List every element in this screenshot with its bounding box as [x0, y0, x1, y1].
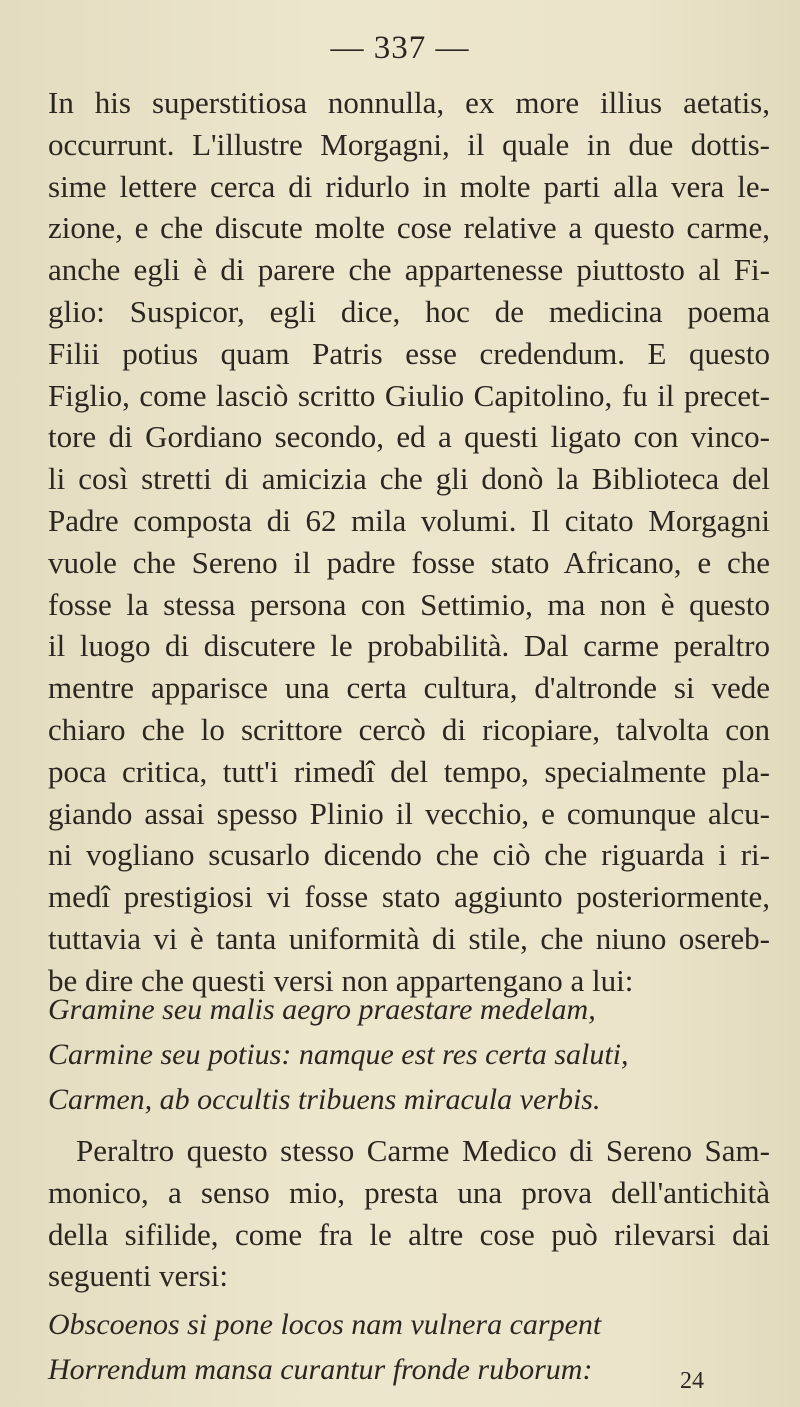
text-line: della sifilide, come fra le altre cose può rilevarsi dai — [48, 1216, 770, 1252]
text-line: medî prestigiosi vi fosse stato aggiunto posteriormente, — [48, 879, 770, 915]
text-line: tuttavia vi è tanta uniformità di stile, che niuno osereb- — [48, 920, 770, 956]
verse-quote-1 — [48, 987, 778, 1122]
text-line: fosse la stessa persona con Settimio, ma non è questo — [48, 586, 770, 622]
text-line: ni vogliano scusarlo dicendo che ciò che riguarda i ri- — [48, 837, 770, 873]
paragraph-2 — [48, 1130, 770, 1297]
text-line: Padre composta di 62 mila volumi. Il citato Morgagni — [48, 502, 770, 538]
verse-line: Obscoenos si pone locos nam vulnera carpent — [48, 1308, 602, 1341]
text-line: be dire che questi versi non appartengano a lui: — [48, 962, 634, 998]
text-line: li così stretti di amicizia che gli donò la Biblioteca del — [48, 461, 770, 497]
paragraph-1 — [48, 82, 770, 1002]
text-line: chiaro che lo scrittore cercò di ricopiare, talvolta con — [48, 711, 770, 747]
text-line: zione, e che discute molte cose relative a questo carme, — [48, 210, 770, 246]
text-line: seguenti versi: — [48, 1258, 228, 1294]
verse-line: Carmen, ab occultis tribuens miracula verbis. — [48, 1083, 601, 1116]
text-line: vuole che Sereno il padre fosse stato Africano, e che — [48, 544, 770, 580]
verse-line: Gramine seu malis aegro praestare medelam, — [48, 993, 596, 1026]
text-line: anche egli è di parere che appartenesse piuttosto al Fi- — [48, 252, 770, 288]
text-line: occurrunt. L'illustre Morgagni, il quale in due dottis- — [48, 126, 770, 162]
text-line: tore di Gordiano secondo, ed a questi ligato con vinco- — [48, 419, 770, 455]
text-line: monico, a senso mio, presta una prova dell'antichità — [48, 1174, 770, 1210]
text-line: Figlio, come lasciò scritto Giulio Capitolino, fu il precet- — [48, 377, 770, 413]
text-line: Filii potius quam Patris esse credendum. E questo — [48, 335, 770, 371]
signature-mark: 24 — [680, 1368, 704, 1394]
verse-quote-2 — [48, 1302, 778, 1392]
text-line: poca critica, tutt'i rimedî del tempo, specialmente pla- — [48, 753, 770, 789]
text-line: In his superstitiosa nonnulla, ex more illius aetatis, — [48, 85, 770, 120]
text-line: il luogo di discutere le probabilità. Dal carme peraltro — [48, 628, 770, 664]
text-line: glio: Suspicor, egli dice, hoc de medicina poema — [48, 293, 770, 329]
verse-line: Horrendum mansa curantur fronde ruborum: — [48, 1353, 593, 1386]
text-line: sime lettere cerca di ridurlo in molte parti alla vera le- — [48, 168, 770, 204]
text-line: Peraltro questo stesso Carme Medico di Sereno Sam- — [76, 1133, 770, 1168]
text-line: mentre apparisce una certa cultura, d'altronde si vede — [48, 670, 770, 706]
page-number: — 337 — — [330, 30, 470, 66]
verse-line: Carmine seu potius: namque est res certa saluti, — [48, 1038, 629, 1071]
text-line: giando assai spesso Plinio il vecchio, e comunque alcu- — [48, 795, 770, 831]
